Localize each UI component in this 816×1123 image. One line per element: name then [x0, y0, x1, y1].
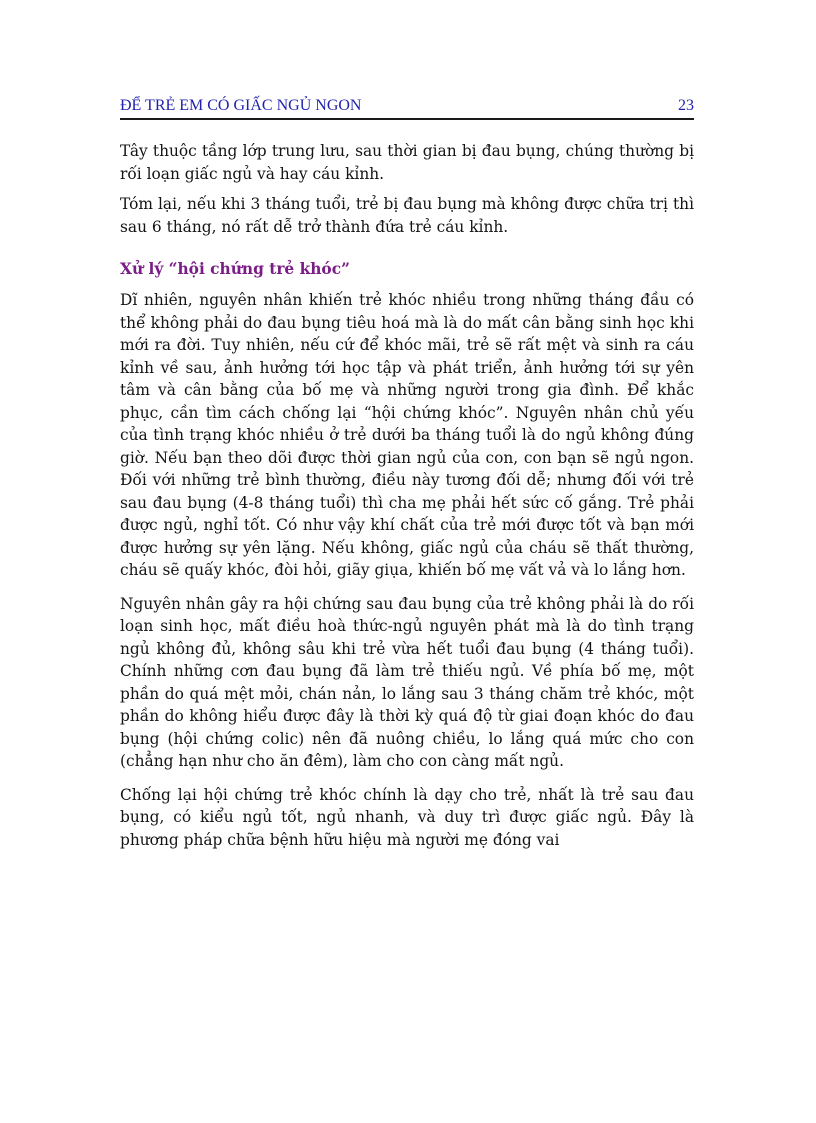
running-header-title: ĐỂ TRẺ EM CÓ GIẤC NGỦ NGON [120, 97, 362, 114]
paragraph-5: Chống lại hội chứng trẻ khóc chính là dạy cho trẻ, nhất là trẻ sau đau bụng, có kiểu ngủ tốt, ngủ nhanh, và duy trì được giấc ngủ. Đây là phương pháp chữa bệnh hữu hiệu mà người mẹ đóng vai [120, 785, 694, 849]
paragraph-4: Nguyên nhân gây ra hội chứng sau đau bụng của trẻ không phải là do rối loạn sinh học, mất điều hoà thức-ngủ nguyên phát mà là do tình trạng ngủ không đủ, không sâu khi trẻ vừa hết tuổi đau bụng (4 tháng tuổi). Chính những cơn đau bụng đã làm trẻ thiếu ngủ. Về phía bố mẹ, một phần do quá mệt mỏi, chán nản, lo lắng sau 3 tháng chăm trẻ khóc, một phần do không hiểu được đây là thời kỳ quá độ từ giai đoạn khóc do đau bụng (hội chứng colic) nên đã nuông chiều, lo lắng quá mức cho con (chẳng hạn như cho ăn đêm), làm cho con càng mất ngủ. [120, 594, 694, 770]
paragraph-2: Tóm lại, nếu khi 3 tháng tuổi, trẻ bị đau bụng mà không được chữa trị thì sau 6 tháng, nó rất dễ trở thành đứa trẻ cáu kỉnh. [120, 195, 694, 236]
page-number: 23 [678, 97, 694, 114]
running-header [120, 96, 694, 120]
paragraph-3: Dĩ nhiên, nguyên nhân khiến trẻ khóc nhiều trong những tháng đầu có thể không phải do đau bụng tiêu hoá mà là do mất cân bằng sinh học khi mới ra đời. Tuy nhiên, nếu cứ để khóc mãi, trẻ sẽ rất mệt và sinh ra cáu kỉnh về sau, ảnh hưởng tới học tập và phát triển, ảnh hưởng tới sự yên tâm và cân bằng của bố mẹ và những người trong gia đình. Để khắc phục, cần tìm cách chống lại “hội chứng khóc”. Nguyên nhân chủ yếu của tình trạng khóc nhiều ở trẻ dưới ba tháng tuổi là do ngủ không đúng giờ. Nếu bạn theo dõi được thời gian ngủ của con, con bạn sẽ ngủ ngon. Đối với những trẻ bình thường, điều này tương đối dễ; nhưng đối với trẻ sau đau bụng (4-8 tháng tuổi) thì cha mẹ phải hết sức cố gắng. Trẻ phải được ngủ, nghỉ tốt. Có như vậy khí chất của trẻ mới được tốt và bạn mới được hưởng sự yên lặng. Nếu không, giấc ngủ của cháu sẽ thất thường, cháu sẽ quấy khóc, đòi hỏi, giãy giụa, khiến bố mẹ vất vả và lo lắng hơn. [120, 291, 694, 579]
paragraph-1: Tây thuộc tầng lớp trung lưu, sau thời gian bị đau bụng, chúng thường bị rối loạn giấc ngủ và hay cáu kỉnh. [120, 142, 694, 183]
page-content [120, 140, 694, 851]
book-page [120, 96, 694, 862]
section-heading: Xử lý “hội chứng trẻ khóc” [120, 260, 350, 278]
